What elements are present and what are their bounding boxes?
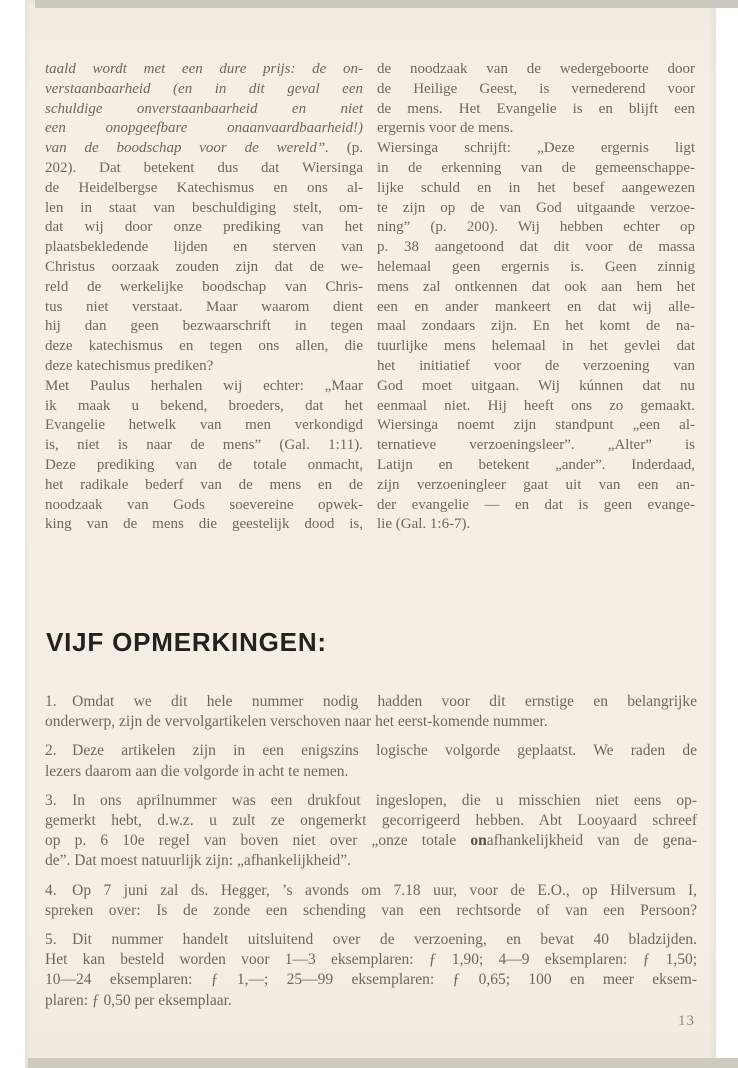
text-segment: mens zal ontkennen dat ook aan hem het (377, 278, 695, 295)
text-segment: Latijn en betekent „ander”. Inderdaad, (377, 456, 695, 473)
text-line (45, 119, 363, 139)
text-line (377, 199, 695, 219)
text-line (45, 476, 363, 496)
text-line (45, 692, 697, 712)
text-segment: gemerkt hebt, d.w.z. u zult ze ongemerkt gecorrigeerd hebben. Abt Looyaard schreef (45, 812, 697, 830)
text-line (377, 436, 695, 456)
text-segment: ik maak u bekend, broeders, dat het (45, 397, 363, 414)
text-segment: op p. 6 10e regel van boven niet over „onze totale (45, 832, 471, 850)
text-line (45, 100, 363, 120)
text-segment: Evangelie hetwelk van men verkondigd (45, 417, 363, 434)
text-line (45, 930, 697, 950)
text-line (45, 80, 363, 100)
text-segment: dat wij door onze prediking van het (45, 219, 363, 236)
text-segment: de noodzaak van de wedergeboorte door (377, 61, 695, 77)
text-line (377, 100, 695, 120)
text-segment: p. 38 aangetoond dat dit voor de massa (377, 239, 695, 256)
text-segment: verstaanbaarheid (en in dit geval een (45, 80, 363, 97)
text-line (377, 416, 695, 436)
text-line (45, 456, 363, 476)
remark-paragraph-1 (45, 692, 697, 732)
text-line (377, 496, 695, 516)
text-segment: lezers daarom aan die volgorde in acht te nemen. (45, 762, 349, 780)
text-line (45, 515, 363, 535)
text-line (45, 416, 363, 436)
text-line (45, 298, 363, 318)
text-line (45, 377, 363, 397)
text-line (377, 476, 695, 496)
text-segment: in de erkenning van de gemeenschappe- (377, 159, 695, 176)
text-line (377, 80, 695, 100)
section-heading: VIJF OPMERKINGEN: (46, 627, 327, 658)
text-line (45, 762, 697, 782)
text-segment: king van de mens die geestelijk dood is, (45, 516, 363, 533)
text-line (377, 317, 695, 337)
text-line (45, 199, 363, 219)
text-line (45, 831, 697, 851)
text-segment: helemaal geen ergernis is. Geen zinnig (377, 258, 695, 275)
article-column-left (45, 60, 363, 535)
text-segment: zijn verzoeningleer gaat uit van een an- (377, 476, 695, 493)
text-line (377, 337, 695, 357)
text-segment: taald wordt met een dure prijs: de on- (45, 61, 363, 77)
text-segment: maal zondaars zijn. En het komt de na- (377, 318, 695, 335)
text-segment: is, niet is naar de mens” (Gal. 1:11). (45, 437, 363, 454)
text-line (377, 119, 695, 139)
remark-paragraph-3 (45, 791, 697, 872)
text-segment: deze katechismus prediken? (45, 357, 214, 374)
text-segment: len in staat van beschuldiging stelt, om- (45, 199, 363, 216)
remark-paragraph-4 (45, 881, 697, 921)
text-line (45, 436, 363, 456)
text-segment: hij dan geen bezwaarschrift in tegen (45, 318, 363, 335)
text-segment: 202). Dat betekent dus dat Wiersinga (45, 159, 363, 176)
text-segment: tuurlijke mens helemaal in het gevlei dat (377, 338, 695, 355)
text-line (45, 159, 363, 179)
scan-edge-bottom (28, 1058, 738, 1068)
page-number: 13 (678, 1013, 695, 1029)
article-column-right (377, 60, 695, 535)
text-line (45, 496, 363, 516)
text-line (45, 397, 363, 417)
text-line (377, 357, 695, 377)
text-line (45, 851, 697, 871)
text-line (45, 139, 363, 159)
text-segment: ternatieve verzoeningsleer”. „Alter” is (377, 437, 695, 454)
text-line (45, 317, 363, 337)
text-segment: de mens. Het Evangelie is en blijft een (377, 100, 695, 117)
text-segment: het radikale bederf van de mens en de (45, 476, 363, 493)
text-segment: plaatsbekledende lijden en sterven van (45, 239, 363, 256)
text-line (377, 456, 695, 476)
text-segment: Het kan besteld worden voor 1—3 eksemplaren: ƒ 1,90; 4—9 eksemplaren: ƒ 1,50; (45, 951, 697, 969)
text-segment: Wiersinga noemt zijn standpunt „een al- (377, 417, 695, 434)
text-segment: schuldige onverstaanbaarheid en niet (45, 100, 363, 117)
two-column-article (45, 60, 695, 535)
text-line (45, 712, 697, 732)
text-line (377, 218, 695, 238)
text-segment: der evangelie — en dat is geen evange- (377, 496, 695, 513)
text-line (377, 377, 695, 397)
text-line (377, 159, 695, 179)
text-segment: ning” (p. 200). Wij hebben echter op (377, 219, 695, 236)
text-line (45, 218, 363, 238)
text-line (377, 298, 695, 318)
text-segment: lie (Gal. 1:6-7). (377, 516, 471, 533)
text-line (45, 901, 697, 921)
text-segment: noodzaak van Gods soevereine opwek- (45, 496, 363, 513)
text-line (377, 397, 695, 417)
text-line (45, 991, 697, 1011)
text-segment: 4. Op 7 juni zal ds. Hegger, ’s avonds om 7.18 uur, voor de E.O., op Hilversum I, (45, 881, 697, 899)
text-line (45, 337, 363, 357)
text-segment: Met Paulus herhalen wij echter: „Maar (45, 377, 363, 394)
text-segment: 3. In ons aprilnummer was een drukfout ingeslopen, die u misschien niet eens op- (45, 791, 697, 809)
text-segment: reld de werkelijke boodschap van Chris- (45, 278, 363, 295)
text-line (45, 811, 697, 831)
text-line (45, 970, 697, 990)
text-line (377, 278, 695, 298)
text-segment: 1. Omdat we dit hele nummer nodig hadden voor dit ernstige en belangrijke (45, 693, 697, 710)
text-line (377, 60, 695, 80)
text-segment: on (470, 832, 487, 850)
text-segment: een onopgeefbare onaanvaardbaarheid!) (45, 120, 363, 137)
text-line (45, 60, 363, 80)
text-segment: (p. (346, 140, 363, 157)
text-segment: plaren: ƒ 0,50 per eksemplaar. (45, 991, 232, 1009)
text-line (45, 258, 363, 278)
text-segment: Christus oorzaak zouden zijn dat de we- (45, 258, 363, 275)
text-segment: spreken over: Is de zonde een schending van een rechtsorde of van een Persoon? (45, 901, 697, 919)
text-line (377, 179, 695, 199)
text-segment: lijke schuld en in het besef aangewezen (377, 179, 695, 196)
text-line (45, 357, 363, 377)
remark-paragraph-2 (45, 741, 697, 781)
text-segment: tus niet verstaat. Maar waarom dient (45, 298, 363, 315)
text-segment: 5. Dit nummer handelt uitsluitend over de verzoening, en bevat 40 bladzijden. (45, 931, 697, 949)
text-line (377, 258, 695, 278)
text-segment: een en ander mankeert en dat wij alle- (377, 298, 695, 315)
text-segment: God moet uitgaan. Wij kúnnen dat nu (377, 377, 695, 394)
text-segment: deze katechismus en tegen ons allen, die (45, 338, 363, 355)
text-segment: de Heidelbergse Katechismus en ons al- (45, 179, 363, 196)
text-line (45, 278, 363, 298)
text-line (377, 515, 695, 535)
text-segment: afhankelijkheid van de gena- (486, 832, 698, 850)
text-segment: Wiersinga schrijft: „Deze ergernis ligt (377, 140, 695, 157)
text-line (45, 881, 697, 901)
text-line (45, 179, 363, 199)
text-line (45, 741, 697, 761)
text-segment: 10—24 eksemplaren: ƒ 1,—; 25—99 eksemplaren: ƒ 0,65; 100 en meer eksem- (45, 971, 697, 989)
remark-paragraph-5 (45, 930, 697, 1011)
text-line (45, 791, 697, 811)
text-segment: Deze prediking van de totale onmacht, (45, 456, 363, 473)
numbered-remarks (45, 692, 697, 1011)
text-segment: van de boodschap voor de wereld”. (45, 140, 347, 157)
text-segment: onderwerp, zijn de vervolgartikelen verschoven naar het eerst-komende nummer. (45, 713, 548, 731)
text-line (45, 950, 697, 970)
text-line (377, 139, 695, 159)
text-segment: te zijn op de van God uitgaande verzoe- (377, 199, 695, 216)
text-segment: eenmaal niet. Hij heeft ons zo gemaakt. (377, 397, 695, 414)
text-line (377, 238, 695, 258)
text-segment: het initiatief voor de verzoening van (377, 357, 695, 374)
text-line (45, 238, 363, 258)
text-segment: ergernis voor de mens. (377, 120, 514, 137)
text-segment: de Heilige Geest, is vernederend voor (377, 80, 695, 97)
scan-edge-top (35, 0, 738, 8)
text-segment: 2. Deze artikelen zijn in een enigszins logische volgorde geplaatst. We raden de (45, 742, 697, 760)
text-segment: de”. Dat moest natuurlijk zijn: „afhankelijkheid”. (45, 852, 352, 870)
